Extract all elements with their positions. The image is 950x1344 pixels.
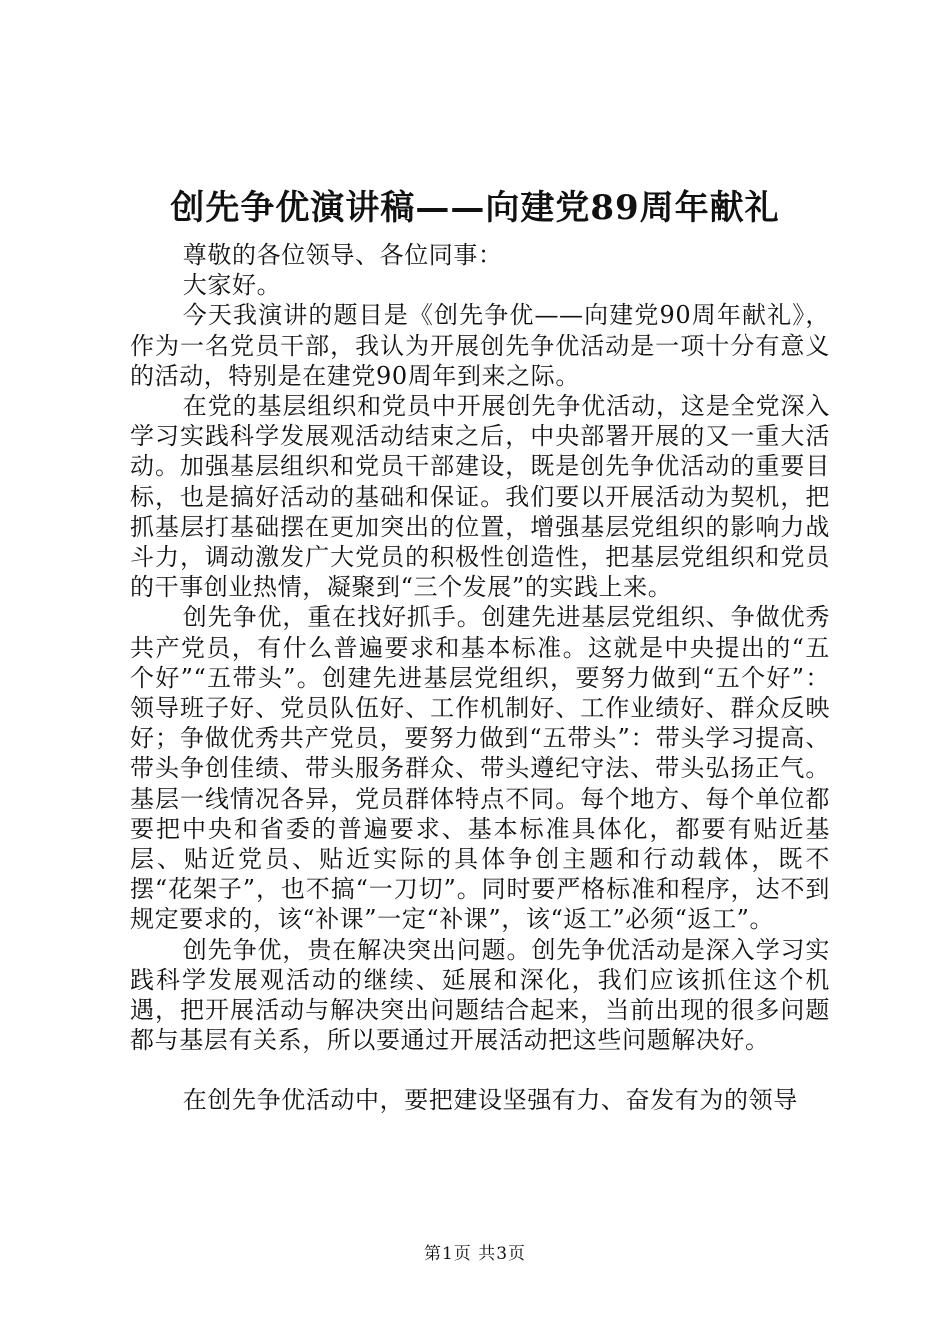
paragraph-standards: 创先争优，重在找好抓手。创建先进基层党组织、争做优秀共产党员，有什么普遍要求和基本标准。这就是中央提出的“五个好”“五带头”。创建先进基层党组织，要努力做到“五个好”：领导班子好、党员队伍好、工作机制好、工作业绩好、群众反映好；争做优秀共产党员，要努力做到“五带头”：带头学习提高、带头争创佳绩、带头服务群众、带头遵纪守法、带头弘扬正气。基层一线情况各异，党员群体特点不同。每个地方、每个单位都要把中央和省委的普遍要求、基本标准具体化，都要有贴近基层、贴近党员、贴近实际的具体争创主题和行动载体，既不摆“花架子”，也不搞“一刀切”。同时要严格标准和程序，达不到规定要求的，该“补课”一定“补课”，该“返工”必须“返工”。 <box>130 603 830 934</box>
document-body <box>130 240 830 1116</box>
paragraph-greeting: 大家好。 <box>182 271 282 300</box>
document-title: 创先争优演讲稿——向建党89周年献礼 <box>170 188 780 228</box>
paragraph-problems: 创先争优，贵在解决突出问题。创先争优活动是深入学习实践科学发展观活动的继续、延展和深化，我们应该抓住这个机遇，把开展活动与解决突出问题结合起来，当前出现的很多问题都与基层有关系，所以要通过开展活动把这些问题解决好。 <box>130 935 830 1055</box>
paragraph-topic: 今天我演讲的题目是《创先争优——向建党90周年献礼》，作为一名党员干部，我认为开展创先争优活动是一项十分有意义的活动，特别是在建党90周年到来之际。 <box>130 301 830 390</box>
paragraph-leadership: 在创先争优活动中，要把建设坚强有力、奋发有为的领导 <box>182 1086 798 1115</box>
paragraph-salutation: 尊敬的各位领导、各位同事： <box>182 241 503 269</box>
page-number-footer: 第1页 共3页 <box>423 1244 527 1264</box>
paragraph-background: 在党的基层组织和党员中开展创先争优活动，这是全党深入学习实践科学发展观活动结束之后，中央部署开展的又一重大活动。加强基层组织和党员干部建设，既是创先争优活动的重要目标，也是搞好活动的基础和保证。我们要以开展活动为契机，把抓基层打基础摆在更加突出的位置，增强基层党组织的影响力战斗力，调动激发广大党员的积极性创造性，把基层党组织和党员的干事创业热情，凝聚到“三个发展”的实践上来。 <box>130 392 830 602</box>
